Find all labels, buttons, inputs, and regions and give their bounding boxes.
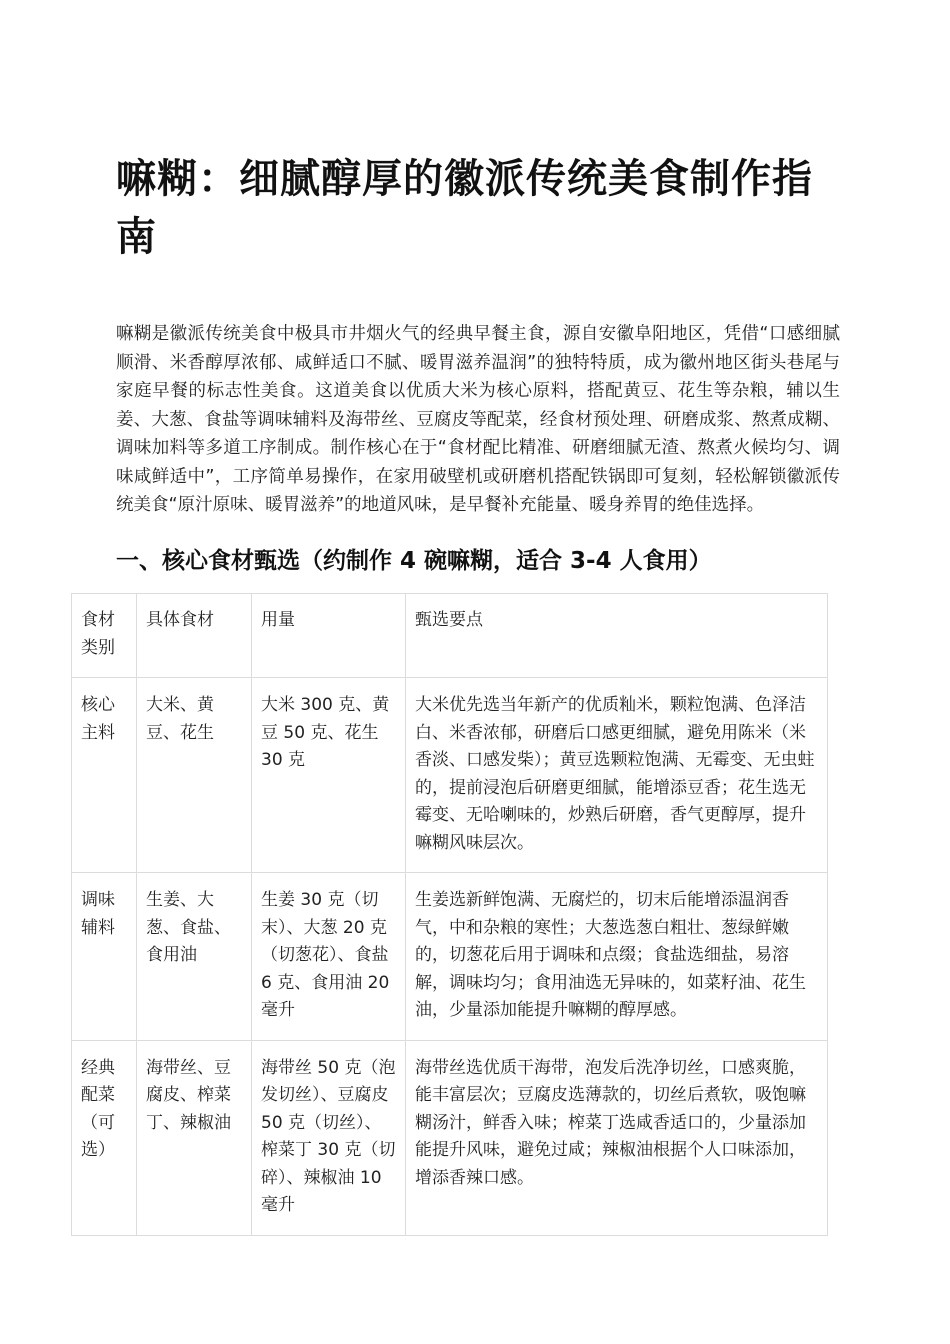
- cell-items: 海带丝、豆腐皮、榨菜丁、辣椒油: [137, 1040, 252, 1235]
- cell-tips: 生姜选新鲜饱满、无腐烂的，切末后能增添温润香气，中和杂粮的寒性；大葱选葱白粗壮、葱绿鲜嫩的，切葱花后用于调味和点缀；食盐选细盐，易溶解，调味均匀；食用油选无异味的，如菜籽油、花生油，少量添加能提升嘛糊的醇厚感。: [406, 873, 828, 1041]
- cell-amount: 生姜 30 克（切末）、大葱 20 克（切葱花）、食盐 6 克、食用油 20 毫升: [252, 873, 406, 1041]
- intro-paragraph: 嘛糊是徽派传统美食中极具市井烟火气的经典早餐主食，源自安徽阜阳地区，凭借“口感细腻顺滑、米香醇厚浓郁、咸鲜适口不腻、暖胃滋养温润”的独特特质，成为徽州地区街头巷尾与家庭早餐的标志性美食。这道美食以优质大米为核心原料，搭配黄豆、花生等杂粮，辅以生姜、大葱、食盐等调味辅料及海带丝、豆腐皮等配菜，经食材预处理、研磨成浆、熬煮成糊、调味加料等多道工序制成。制作核心在于“食材配比精准、研磨细腻无渣、熬煮火候均匀、调味咸鲜适中”，工序简单易操作，在家用破壁机或研磨机搭配铁锅即可复刻，轻松解锁徽派传统美食“原汁原味、暖胃滋养”的地道风味，是早餐补充能量、暖身养胃的绝佳选择。: [116, 324, 840, 515]
- header-amount: 用量: [252, 594, 406, 678]
- cell-category: 核心主料: [72, 678, 137, 873]
- cell-tips: 海带丝选优质干海带，泡发后洗净切丝，口感爽脆，能丰富层次；豆腐皮选薄款的，切丝后煮软，吸饱嘛糊汤汁，鲜香入味；榨菜丁选咸香适口的，少量添加能提升风味，避免过咸；辣椒油根据个人口味添加，增添香辣口感。: [406, 1040, 828, 1235]
- cell-amount: 大米 300 克、黄豆 50 克、花生 30 克: [252, 678, 406, 873]
- table-row: [72, 678, 828, 873]
- header-category: 食材类别: [72, 594, 137, 678]
- cell-category: 调味辅料: [72, 873, 137, 1041]
- cell-items: 大米、黄豆、花生: [137, 678, 252, 873]
- header-items: 具体食材: [137, 594, 252, 678]
- section-heading-ingredients: 一、核心食材甄选（约制作 4 碗嘛糊，适合 3-4 人食用）: [116, 548, 712, 574]
- page-title: 嘛糊：细腻醇厚的徽派传统美食制作指南: [116, 156, 813, 260]
- header-tips: 甄选要点: [406, 594, 828, 678]
- table-row: [72, 873, 828, 1041]
- cell-amount: 海带丝 50 克（泡发切丝）、豆腐皮 50 克（切丝）、榨菜丁 30 克（切碎）、辣椒油 10 毫升: [252, 1040, 406, 1235]
- table-row: [72, 1040, 828, 1235]
- cell-items: 生姜、大葱、食盐、食用油: [137, 873, 252, 1041]
- cell-tips: 大米优先选当年新产的优质籼米，颗粒饱满、色泽洁白、米香浓郁，研磨后口感更细腻，避免用陈米（米香淡、口感发柴）；黄豆选颗粒饱满、无霉变、无虫蛀的，提前浸泡后研磨更细腻，能增添豆香；花生选无霉变、无哈喇味的，炒熟后研磨，香气更醇厚，提升嘛糊风味层次。: [406, 678, 828, 873]
- table-header-row: [72, 594, 828, 678]
- ingredients-table: [71, 593, 828, 1236]
- cell-category: 经典配菜（可选）: [72, 1040, 137, 1235]
